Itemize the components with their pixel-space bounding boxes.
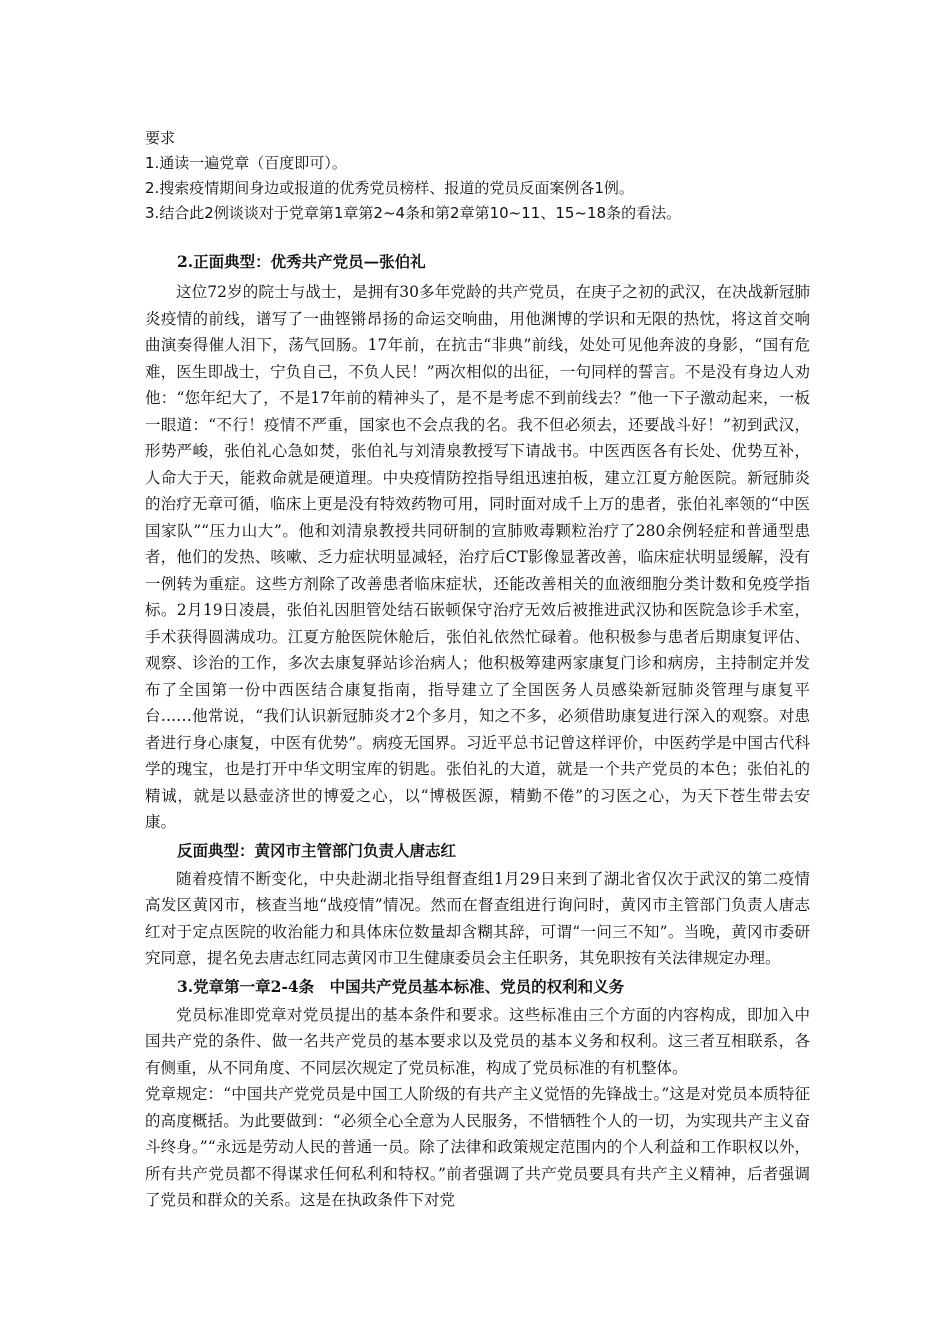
charter-paragraph-2: 党章规定：“中国共产党党员是中国工人阶级的有共产主义觉悟的先锋战士。”这是对党员本质特征的高度概括。为此要做到：“必须全心全意为人民服务，不惜牺牲个人的一切，为实现共产主义奋斗终身。”“永远是劳动人民的普通一员。除了法律和政策规定范围内的个人利益和工作职权以外，所有共产党员都不得谋求任何私利和特权。”前者强调了共产党员要具有共产主义精神，后者强调了党员和群众的关系。这是在执政条件下对党: [145, 1085, 810, 1209]
charter-paragraph-1: 党员标准即党章对党员提出的基本条件和要求。这些标准由三个方面的内容构成，即加入中国共产党的条件、做一名共产党员的基本要求以及党员的基本义务和权利。这三者互相联系，各有侧重，从不同角度、不同层次规定了党员标准，构成了党员标准的有机整体。: [145, 1005, 810, 1077]
spacer: [145, 226, 810, 247]
requirement-item-3: 3.结合此2例谈谈对于党章第1章第2~4条和第2章第10~11、15~18条的看法。: [145, 204, 682, 222]
charter-section-heading: 3.党章第一章2-4条 中国共产党员基本标准、党员的权利和义务: [177, 976, 625, 996]
requirement-item-1: 1.通读一遍党章（百度即可）。: [145, 154, 347, 172]
negative-example-body: 随着疫情不断变化，中央赴湖北指导组督查组1月29日来到了湖北省仅次于武汉的第二疫情高发区黄冈市，核查当地“战疫情”情况。然而在督查组进行询问时，黄冈市主管部门负责人唐志红对于定点医院的收治能力和具体床位数量却含糊其辞，可谓“一问三不知”。当晚，黄冈市委研究同意，提名免去唐志红同志黄冈市卫生健康委员会主任职务，其免职按有关法律规定办理。: [145, 869, 810, 967]
positive-example-heading: 2.正面典型：优秀共产党员—张伯礼: [177, 252, 426, 271]
document-page: [145, 126, 810, 1214]
requirements-block: [145, 126, 810, 226]
requirements-title: 要求: [145, 129, 176, 147]
positive-example-body: 这位72岁的院士与战士，是拥有30多年党龄的共产党员，在庚子之初的武汉，在决战新冠肺炎疫情的前线，谱写了一曲铿锵昂扬的命运交响曲，用他渊博的学识和无限的热忱，将这首交响曲演奏得催人泪下，荡气回肠。17年前，在抗击“非典”前线，处处可见他奔波的身影，“国有危难，医生即战士，宁负自己，不负人民！”两次相似的出征，一句同样的誓言。不是没有身边人劝他：“您年纪大了，不是17年前的精神头了，是不是考虑不到前线去？”他一下子激动起来，一板一眼道：“不行！疫情不严重，国家也不会点我的名。我不但必须去，还要战斗好！”初到武汉，形势严峻，张伯礼心急如焚，张伯礼与刘清泉教授写下请战书。中医西医各有长处、优势互补，人命大于天，能救命就是硬道理。中央疫情防控指导组迅速拍板，建立江夏方舱医院。新冠肺炎的治疗无章可循，临床上更是没有特效药物可用，同时面对成千上万的患者，张伯礼率领的“中医国家队”“压力山大”。他和刘清泉教授共同研制的宣肺败毒颗粒治疗了280余例轻症和普通型患者，他们的发热、咳嗽、乏力症状明显减轻，治疗后CT影像显著改善，临床症状明显缓解，没有一例转为重症。这些方剂除了改善患者临床症状，还能改善相关的血液细胞分类计数和免疫学指标。2月19日凌晨，张伯礼因胆管处结石嵌顿保守治疗无效后被推进武汉协和医院急诊手术室，手术获得圆满成功。江夏方舱医院休舱后，张伯礼依然忙碌着。他积极参与患者后期康复评估、观察、诊治的工作，多次去康复驿站诊治病人；他积极筹建两家康复门诊和病房，主持制定并发布了全国第一份中西医结合康复指南，指导建立了全国医务人员感染新冠肺炎管理与康复平台……他常说，“我们认识新冠肺炎才2个多月，知之不多，必须借助康复进行深入的观察。对患者进行身心康复，中医有优势”。病疫无国界。习近平总书记曾这样评价，中医药学是中国古代科学的瑰宝，也是打开中华文明宝库的钥匙。张伯礼的大道，就是一个共产党员的本色；张伯礼的精诚，就是以悬壶济世的博爱之心，以“博极医源，精勤不倦”的习医之心，为天下苍生带去安康。: [145, 283, 810, 831]
requirement-item-2: 2.搜索疫情期间身边或报道的优秀党员榜样、报道的党员反面案例各1例。: [145, 179, 634, 197]
negative-example-heading: 反面典型：黄冈市主管部门负责人唐志红: [177, 840, 457, 860]
